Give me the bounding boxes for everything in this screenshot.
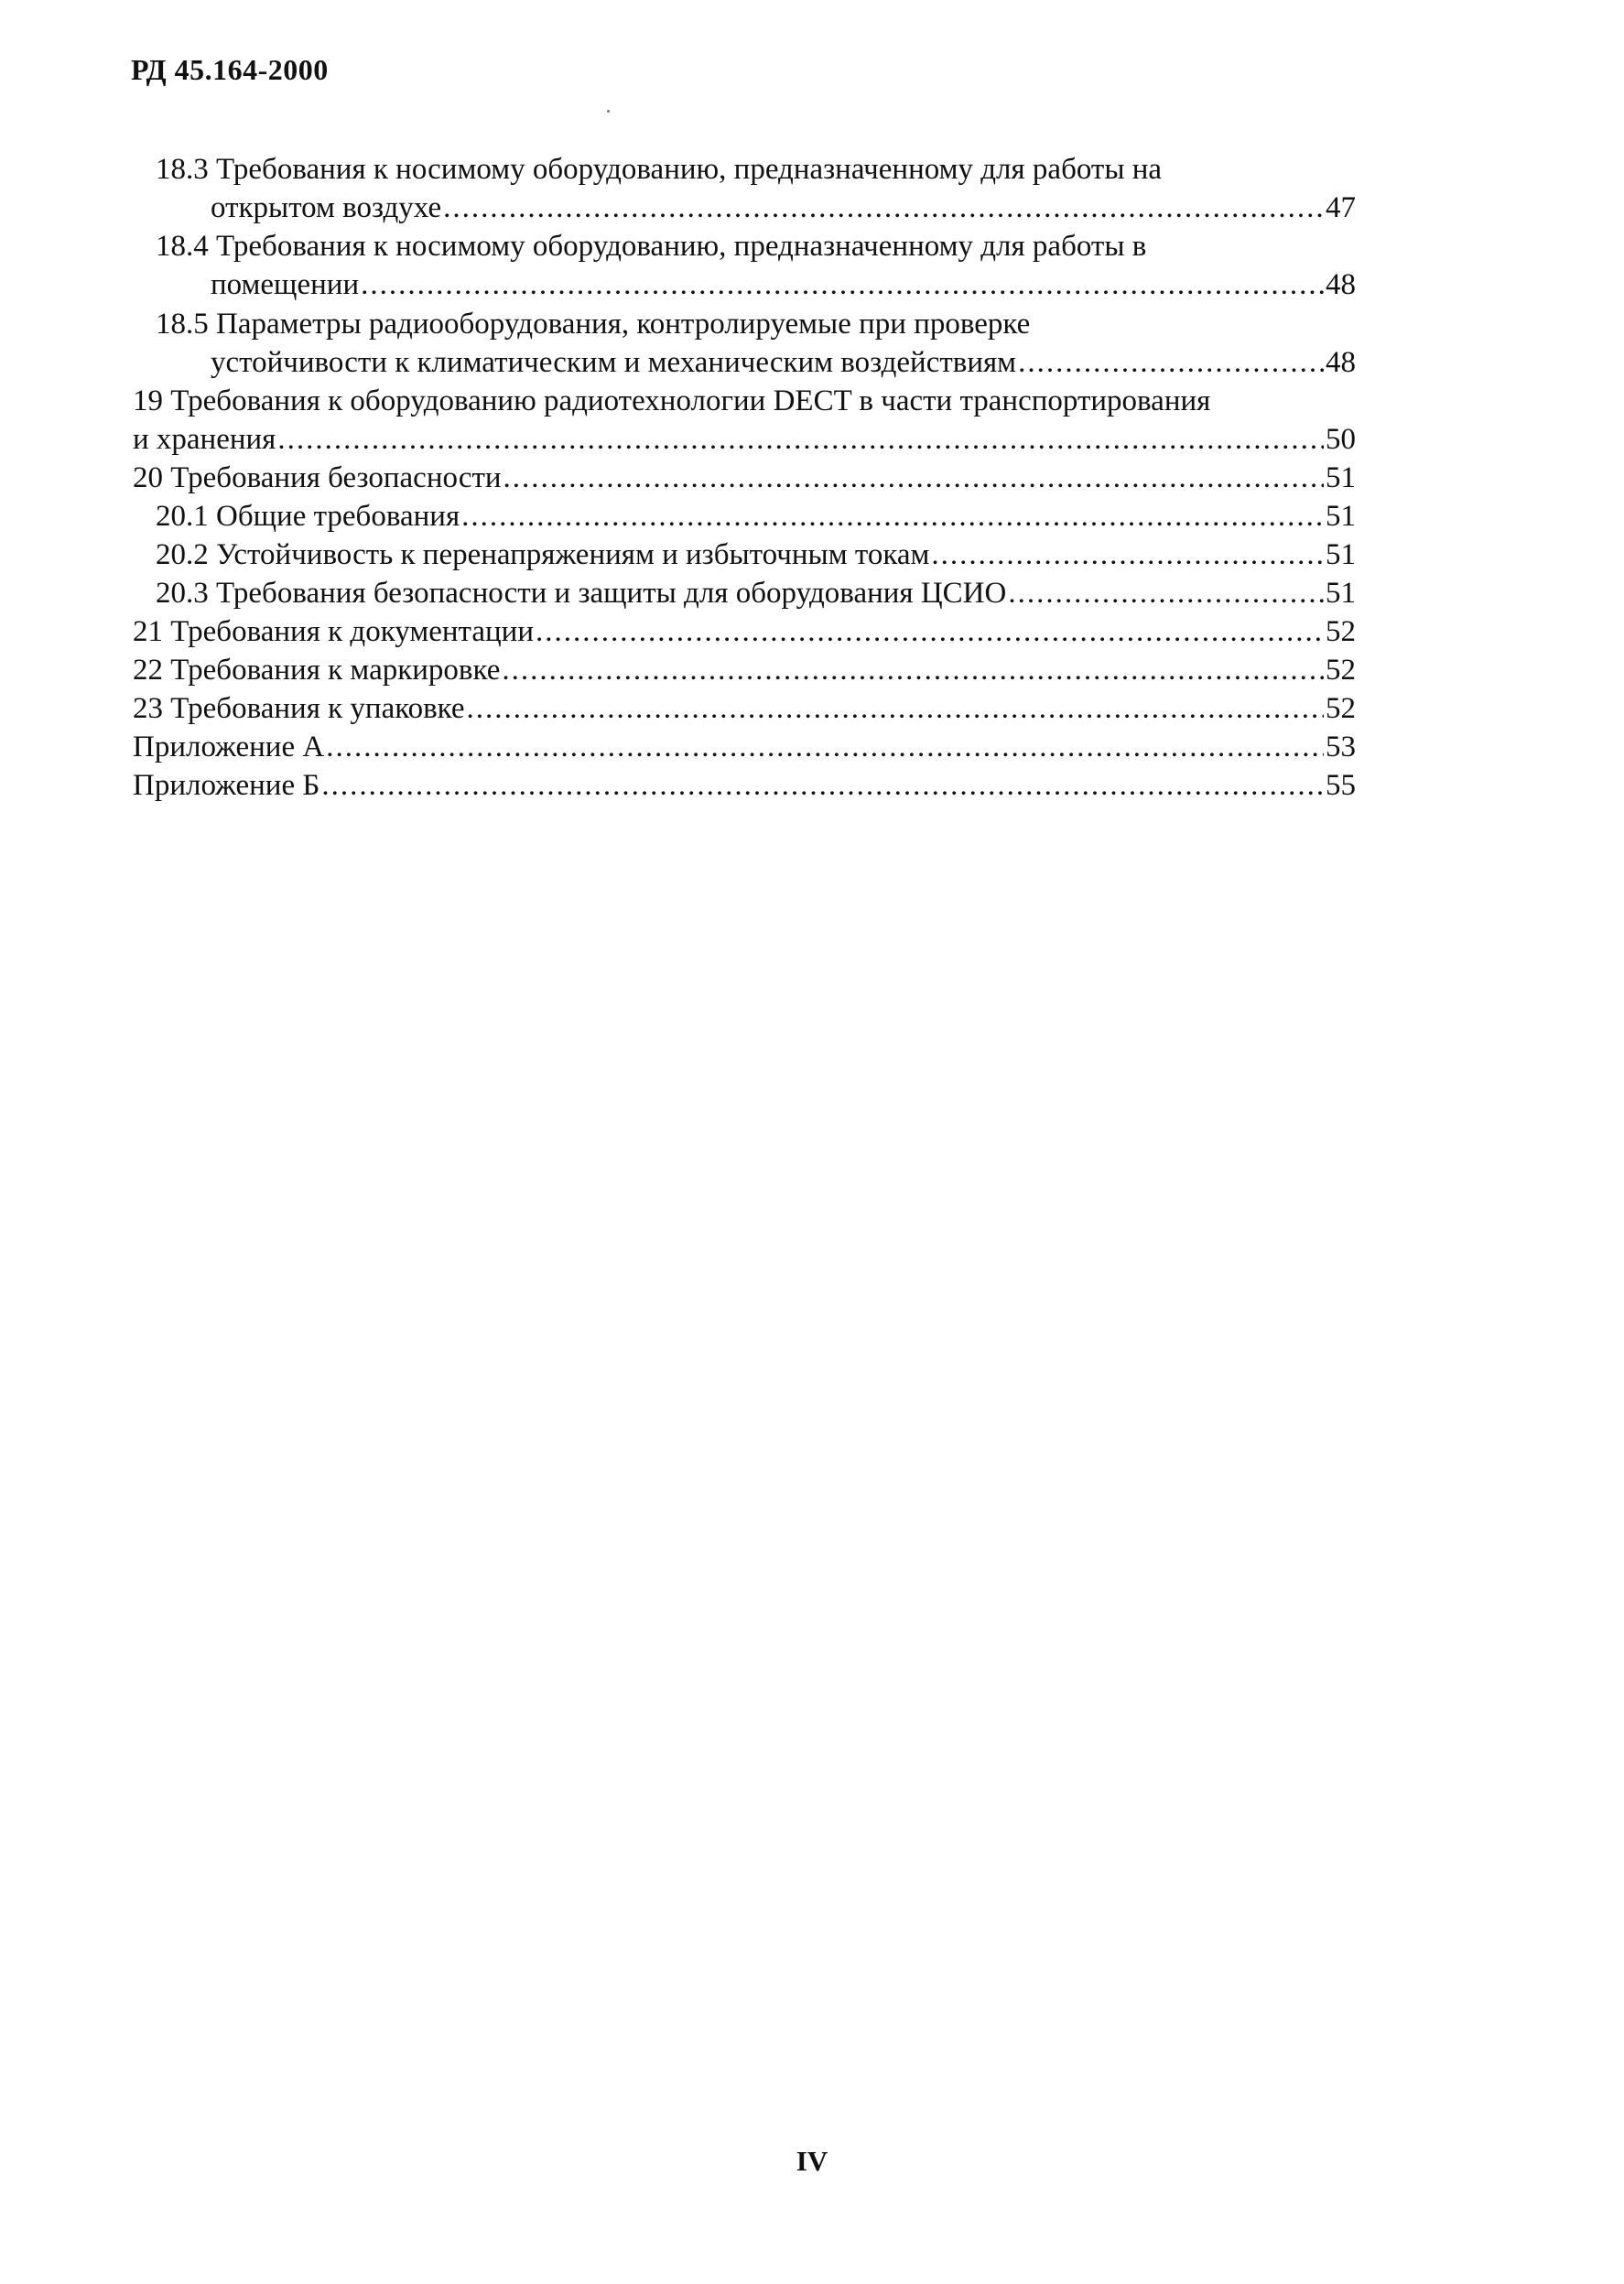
dot-leader	[1018, 345, 1324, 380]
dot-leader	[326, 730, 1324, 764]
toc-entry-18-4[interactable]	[211, 267, 1356, 302]
dot-leader	[1008, 576, 1324, 611]
toc-entry-label: Приложение А	[133, 731, 325, 763]
toc-entry-appendix-b[interactable]	[133, 768, 1356, 803]
toc-page-number: 48	[1326, 268, 1356, 301]
toc-entry-label: 23 Требования к упаковке	[133, 692, 465, 725]
toc-entry-20-3[interactable]	[156, 576, 1356, 611]
toc-entry-18-5-title: 18.5 Параметры радиооборудования, контролируемые при проверке	[156, 308, 1031, 341]
toc-entry-21[interactable]	[133, 614, 1356, 649]
toc-page-number: 47	[1326, 191, 1356, 224]
toc-entry-18-3[interactable]	[211, 190, 1356, 225]
toc-entry-18-5[interactable]	[211, 345, 1356, 380]
toc-entry-20-2[interactable]	[156, 537, 1356, 572]
toc-entry-appendix-a[interactable]	[133, 730, 1356, 764]
dot-leader	[503, 460, 1324, 495]
dot-leader	[461, 499, 1324, 534]
toc-entry-23[interactable]	[133, 691, 1356, 726]
table-of-contents	[0, 0, 1624, 915]
toc-entry-18-4-title: 18.4 Требования к носимому оборудованию, предназначенному для работы в	[156, 230, 1147, 263]
toc-page-number: 50	[1326, 423, 1356, 456]
toc-page-number: 51	[1326, 461, 1356, 494]
dot-leader	[536, 614, 1324, 649]
toc-entry-label: Приложение Б	[133, 769, 320, 802]
toc-page-number: 53	[1326, 731, 1356, 763]
toc-page-number: 51	[1326, 538, 1356, 571]
toc-page-number: 52	[1326, 692, 1356, 725]
dot-leader	[277, 422, 1324, 457]
dot-leader	[443, 190, 1324, 225]
toc-entry-label: 20.3 Требования безопасности и защиты для оборудования ЦСИО	[156, 577, 1007, 610]
toc-entry-19-title: 19 Требования к оборудованию радиотехнологии DECT в части транспортирования	[133, 384, 1211, 417]
toc-entry-19[interactable]	[133, 422, 1356, 457]
toc-entry-label: 22 Требования к маркировке	[133, 654, 501, 687]
toc-entry-label: и хранения	[133, 423, 276, 456]
dot-leader	[361, 267, 1324, 302]
toc-entry-label: помещении	[211, 268, 360, 301]
toc-entry-label: открытом воздухе	[211, 191, 442, 224]
toc-entry-20-1[interactable]	[156, 499, 1356, 534]
page-number: IV	[796, 2145, 828, 2177]
toc-entry-label: 20.1 Общие требования	[156, 500, 460, 533]
dot-leader	[467, 691, 1324, 726]
toc-page-number: 52	[1326, 615, 1356, 648]
document-code: РД 45.164-2000	[131, 53, 329, 86]
toc-page-number: 52	[1326, 654, 1356, 687]
toc-page-number: 51	[1326, 577, 1356, 610]
toc-page-number: 55	[1326, 769, 1356, 802]
toc-entry-20[interactable]	[133, 460, 1356, 495]
toc-entry-18-3-title: 18.3 Требования к носимому оборудованию, предназначенному для работы на	[156, 153, 1163, 186]
toc-entry-label: 21 Требования к документации	[133, 615, 534, 648]
toc-entry-22[interactable]	[133, 653, 1356, 687]
toc-page-number: 48	[1326, 346, 1356, 379]
toc-entry-label: 20.2 Устойчивость к перенапряжениям и избыточным токам	[156, 538, 930, 571]
dot-leader	[502, 653, 1324, 687]
dot-leader	[321, 768, 1324, 803]
dot-leader	[931, 537, 1324, 572]
toc-entry-label: устойчивости к климатическим и механическим воздействиям	[211, 346, 1017, 379]
toc-page-number: 51	[1326, 500, 1356, 533]
toc-entry-label: 20 Требования безопасности	[133, 461, 502, 494]
